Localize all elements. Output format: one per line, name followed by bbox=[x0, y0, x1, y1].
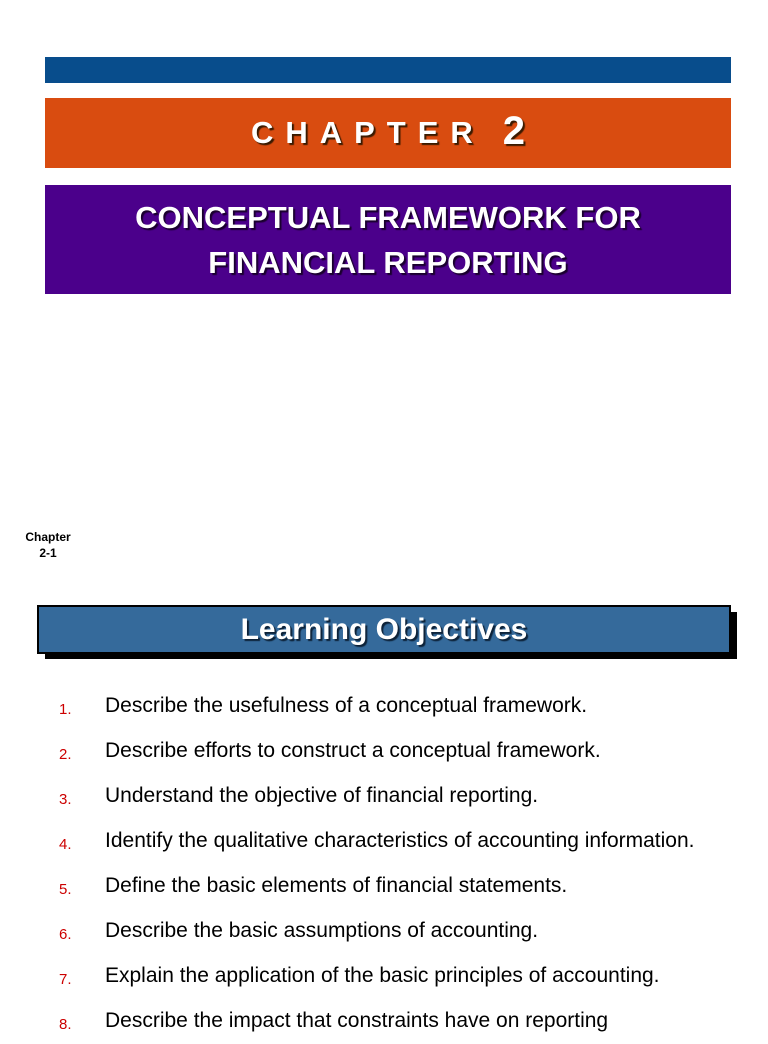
slide-number bbox=[18, 529, 78, 561]
slide-number-value: 2-1 bbox=[39, 546, 57, 560]
objective-text: Describe the basic assumptions of accounting. bbox=[105, 919, 539, 942]
list-item bbox=[0, 909, 768, 954]
list-item bbox=[0, 774, 768, 819]
objectives-list bbox=[0, 684, 768, 1044]
objectives-header bbox=[37, 605, 731, 654]
top-accent-bar bbox=[45, 57, 731, 83]
list-item bbox=[0, 729, 768, 774]
chapter-title bbox=[78, 195, 698, 285]
list-item bbox=[0, 864, 768, 909]
objective-number: 1. bbox=[59, 701, 72, 718]
objective-text: Describe the impact that constraints have on reporting bbox=[105, 1009, 609, 1032]
chapter-label: CHAPTER bbox=[250, 115, 485, 150]
objective-text: Describe efforts to construct a conceptual framework. bbox=[105, 739, 601, 762]
chapter-banner bbox=[45, 98, 731, 168]
objective-number: 4. bbox=[59, 836, 72, 853]
objective-number: 7. bbox=[59, 971, 72, 988]
objective-number: 2. bbox=[59, 746, 72, 763]
objective-text: Understand the objective of financial reporting. bbox=[105, 784, 539, 807]
chapter-title-banner bbox=[45, 185, 731, 294]
objective-number: 5. bbox=[59, 881, 72, 898]
chapter-number: 2 bbox=[502, 108, 526, 153]
objective-number: 6. bbox=[59, 926, 72, 943]
list-item bbox=[0, 999, 768, 1044]
list-item bbox=[0, 954, 768, 999]
objective-text: Explain the application of the basic principles of accounting. bbox=[105, 964, 660, 987]
objectives-heading: Learning Objectives bbox=[240, 612, 528, 646]
objective-text: Define the basic elements of financial statements. bbox=[105, 874, 568, 897]
list-item bbox=[0, 819, 768, 864]
objective-number: 3. bbox=[59, 791, 72, 808]
chapter-title-line-1: CONCEPTUAL FRAMEWORK FOR bbox=[135, 199, 641, 235]
objective-text: Identify the qualitative characteristics of accounting information. bbox=[105, 829, 695, 852]
chapter-title-line-2: FINANCIAL REPORTING bbox=[208, 244, 568, 280]
list-item bbox=[0, 684, 768, 729]
slide-number-label: Chapter bbox=[25, 530, 71, 544]
objective-number: 8. bbox=[59, 1016, 72, 1033]
objective-text: Describe the usefulness of a conceptual framework. bbox=[105, 694, 588, 717]
